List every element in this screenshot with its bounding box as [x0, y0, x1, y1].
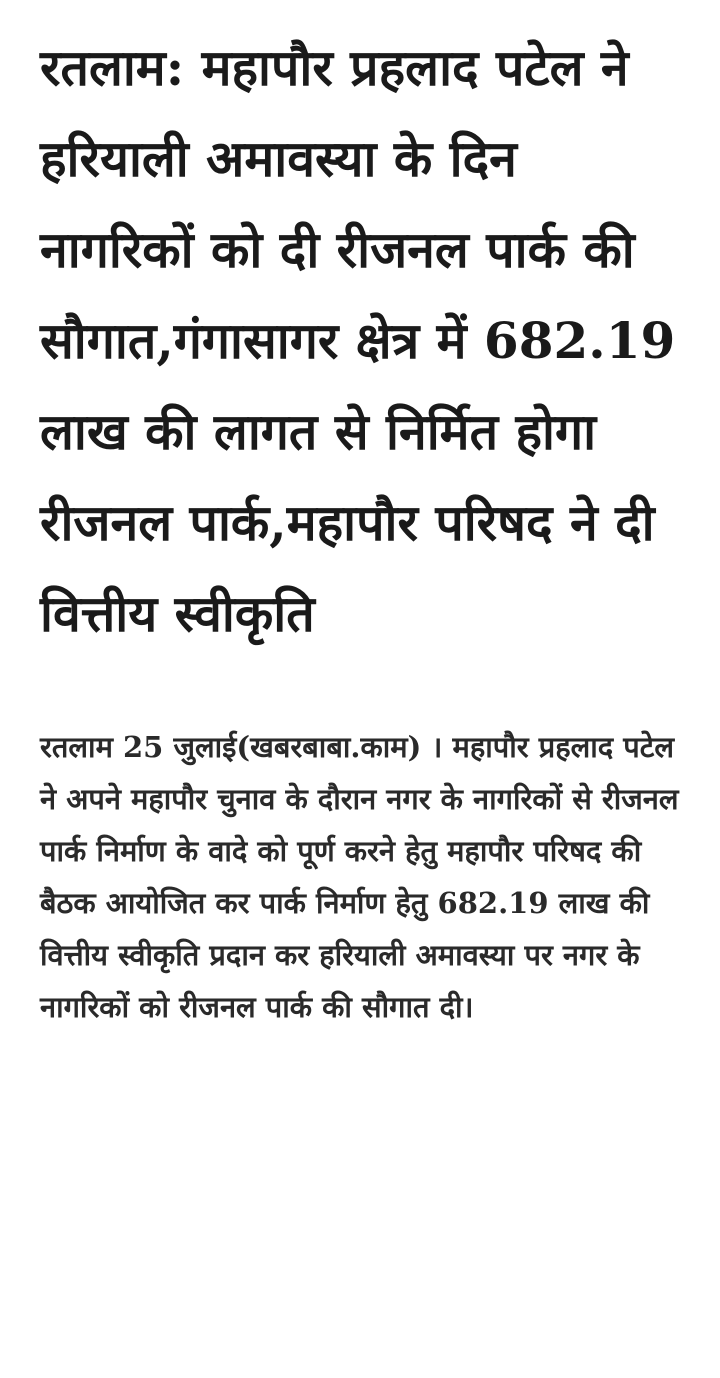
article-headline: रतलाम: महापौर प्रहलाद पटेल ने हरियाली अमावस्या के दिन नागरिकों को दी रीजनल पार्क की सौगात,गंगासागर क्षेत्र में 682.19 लाख की लागत से निर्मित होगा रीजनल पार्क,महापौर परिषद ने दी वित्तीय स्वीकृति — [40, 38, 676, 643]
article-body-paragraph: रतलाम 25 जुलाई(खबरबाबा.काम) । महापौर प्रहलाद पटेल ने अपने महापौर चुनाव के दौरान नगर के नागरिकों से रीजनल पार्क निर्माण के वादे को पूर्ण करने हेतु महापौर परिषद की बैठक आयोजित कर पार्क निर्माण हेतु 682.19 लाख की वित्तीय स्वीकृति प्रदान कर हरियाली अमावस्या पर नगर के नागरिकों को रीजनल पार्क की सौगात दी। — [40, 730, 679, 1024]
